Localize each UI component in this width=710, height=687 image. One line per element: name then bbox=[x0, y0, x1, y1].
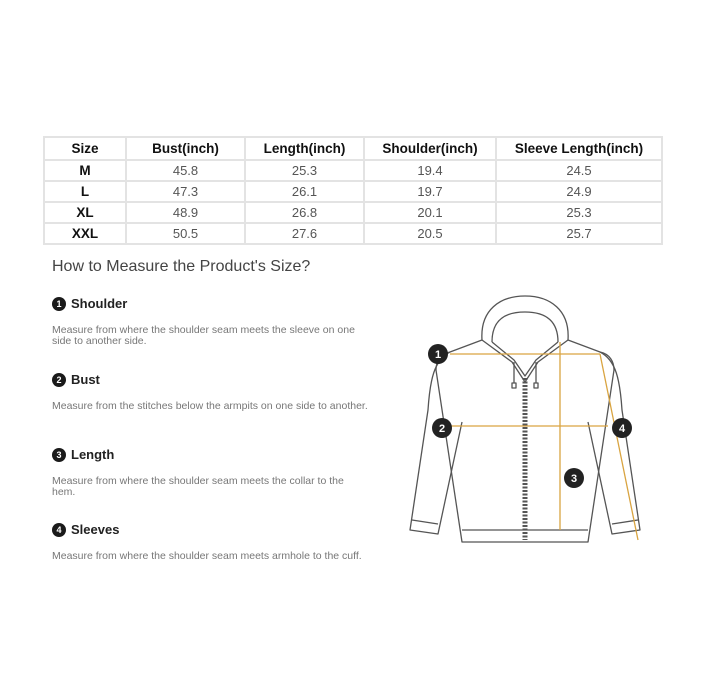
sleeve-cell: 25.7 bbox=[496, 223, 662, 244]
shoulder-cell: 19.4 bbox=[364, 160, 496, 181]
shoulder-cell: 19.7 bbox=[364, 181, 496, 202]
size-chart-table bbox=[43, 136, 663, 245]
length-cell: 26.8 bbox=[245, 202, 364, 223]
length-cell: 25.3 bbox=[245, 160, 364, 181]
shoulder-cell: 20.1 bbox=[364, 202, 496, 223]
number-badge: 3 bbox=[52, 448, 66, 462]
length-cell: 26.1 bbox=[245, 181, 364, 202]
shoulder-cell: 20.5 bbox=[364, 223, 496, 244]
header-bust: Bust(inch) bbox=[126, 137, 245, 160]
step-label: Length bbox=[71, 447, 115, 462]
step-description: Measure from where the shoulder seam meets the collar to the hem. bbox=[52, 475, 344, 498]
step-label: Sleeves bbox=[71, 522, 120, 537]
svg-text:2: 2 bbox=[438, 423, 446, 435]
bust-cell: 45.8 bbox=[126, 160, 245, 181]
svg-text:4: 4 bbox=[618, 423, 626, 435]
length-cell: 27.6 bbox=[245, 223, 364, 244]
header-size: Size bbox=[44, 137, 126, 160]
svg-text:1: 1 bbox=[434, 349, 442, 361]
table-row bbox=[44, 223, 662, 244]
number-badge: 1 bbox=[52, 297, 66, 311]
step-bust bbox=[52, 372, 382, 412]
step-description: Measure from the stitches below the armpits on one side to another. bbox=[52, 400, 368, 412]
step-label: Bust bbox=[71, 372, 100, 387]
sleeve-cell: 24.9 bbox=[496, 181, 662, 202]
marker-4 bbox=[612, 418, 632, 438]
header-sleeve-length: Sleeve Length(inch) bbox=[496, 137, 662, 160]
step-length bbox=[52, 447, 382, 498]
step-label: Shoulder bbox=[71, 296, 128, 311]
number-badge: 4 bbox=[52, 523, 66, 537]
header-shoulder: Shoulder(inch) bbox=[364, 137, 496, 160]
step-description: Measure from where the shoulder seam meets the sleeve on one side to another side. bbox=[52, 324, 355, 347]
table-row bbox=[44, 160, 662, 181]
size-cell: XL bbox=[44, 202, 126, 223]
svg-text:3: 3 bbox=[570, 473, 578, 485]
step-description: Measure from where the shoulder seam meets armhole to the cuff. bbox=[52, 550, 362, 562]
measurement-lines bbox=[442, 342, 638, 540]
sleeve-cell: 24.5 bbox=[496, 160, 662, 181]
table-header-row bbox=[44, 137, 662, 160]
table-row bbox=[44, 202, 662, 223]
marker-2 bbox=[432, 418, 452, 438]
step-heading bbox=[52, 522, 382, 537]
size-cell: XXL bbox=[44, 223, 126, 244]
step-heading bbox=[52, 296, 382, 311]
sleeve-cell: 25.3 bbox=[496, 202, 662, 223]
bust-cell: 48.9 bbox=[126, 202, 245, 223]
step-heading bbox=[52, 447, 382, 462]
marker-1 bbox=[428, 344, 448, 364]
step-sleeves bbox=[52, 522, 382, 562]
bust-cell: 50.5 bbox=[126, 223, 245, 244]
hoodie-diagram bbox=[400, 290, 650, 560]
measure-guide-title: How to Measure the Product's Size? bbox=[52, 258, 311, 275]
size-cell: L bbox=[44, 181, 126, 202]
table-row bbox=[44, 181, 662, 202]
step-heading bbox=[52, 372, 382, 387]
step-shoulder bbox=[52, 296, 382, 347]
size-cell: M bbox=[44, 160, 126, 181]
marker-3 bbox=[564, 468, 584, 488]
number-badge: 2 bbox=[52, 373, 66, 387]
bust-cell: 47.3 bbox=[126, 181, 245, 202]
header-length: Length(inch) bbox=[245, 137, 364, 160]
